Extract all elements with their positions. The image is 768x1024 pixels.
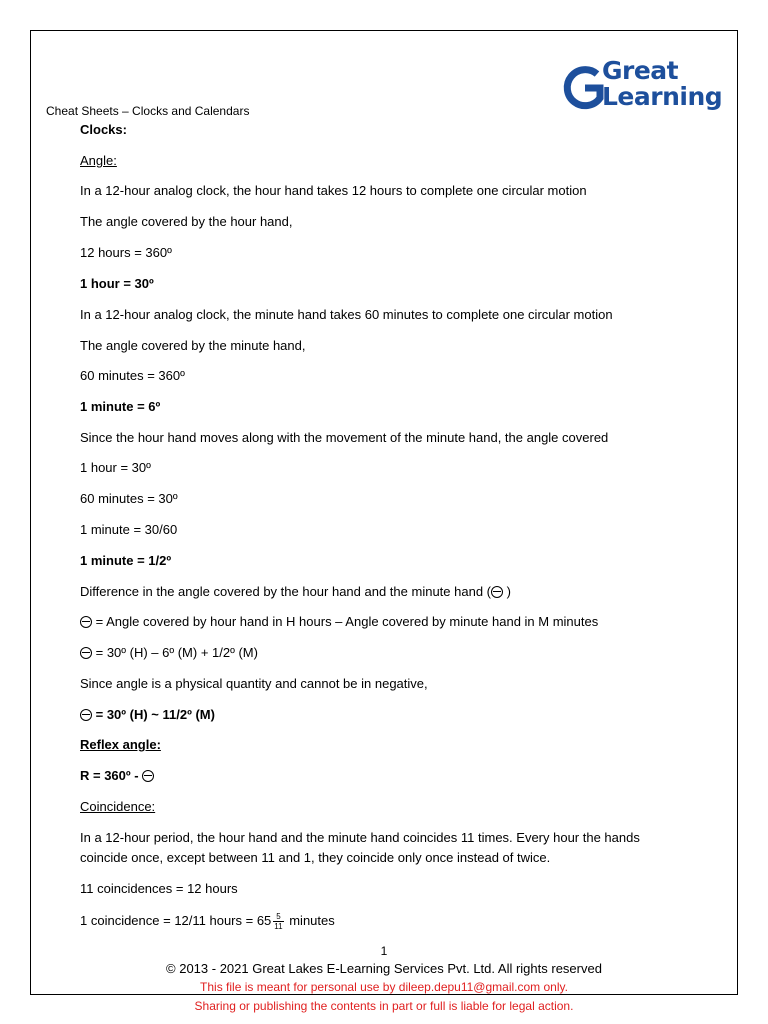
personal-use-notice: This file is meant for personal use by dileep.depu11@gmail.com only. [200, 980, 568, 994]
logo-line-1: Great [602, 56, 679, 85]
page-number: 1 [380, 944, 388, 958]
coincidence-heading: Coincidence: [80, 799, 156, 814]
paragraph-10: 1 hour = 30º [80, 460, 151, 475]
theta-icon [491, 586, 503, 598]
paragraph-9: Since the hour hand moves along with the movement of the minute hand, the angle covered [80, 430, 609, 445]
paragraph-14-close: ) [503, 584, 511, 599]
logo-line-2: Learning [602, 82, 723, 111]
paragraph-3: 12 hours = 360º [80, 245, 172, 260]
paragraph-14-text: Difference in the angle covered by the hour hand and the minute hand ( [80, 584, 491, 599]
theta-icon [80, 616, 92, 628]
paragraph-15 [80, 614, 598, 629]
paragraph-12: 1 minute = 30/60 [80, 522, 178, 537]
paragraph-2: The angle covered by the hour hand, [80, 214, 293, 229]
fraction-numerator: 5 [273, 912, 283, 922]
paragraph-18-text: = 30º (H) ~ 11/2º (M) [92, 707, 215, 722]
angle-heading: Angle: [80, 153, 117, 168]
reflex-angle-heading: Reflex angle: [80, 737, 161, 752]
legal-notice: Sharing or publishing the contents in part or full is liable for legal action. [194, 999, 574, 1013]
fraction-denominator: 11 [274, 922, 283, 931]
paragraph-11: 60 minutes = 30º [80, 491, 178, 506]
paragraph-14 [80, 584, 511, 599]
paragraph-4: 1 hour = 30º [80, 276, 154, 291]
paragraph-16-text: = 30º (H) – 6º (M) + 1/2º (M) [92, 645, 258, 660]
paragraph-23-text: 1 coincidence = 12/11 hours = 65 [80, 912, 272, 928]
great-learning-logo [560, 56, 723, 118]
paragraph-23-unit: minutes [285, 912, 335, 928]
theta-icon [80, 647, 92, 659]
paragraph-18 [80, 707, 215, 722]
section-title: Clocks: [80, 122, 127, 137]
theta-icon [142, 770, 154, 782]
paragraph-19 [80, 768, 154, 783]
paragraph-15-text: = Angle covered by hour hand in H hours – Angle covered by minute hand in M minutes [92, 614, 599, 629]
paragraph-1: In a 12-hour analog clock, the hour hand takes 12 hours to complete one circular motion [80, 183, 587, 198]
copyright-notice: © 2013 - 2021 Great Lakes E-Learning Services Pvt. Ltd. All rights reserved [166, 961, 602, 976]
theta-icon [80, 709, 92, 721]
paragraph-21: coincide once, except between 11 and 1, they coincide only once instead of twice. [80, 850, 551, 865]
document-title: Cheat Sheets – Clocks and Calendars [46, 104, 250, 118]
paragraph-7: 60 minutes = 360º [80, 368, 185, 383]
paragraph-23 [80, 912, 335, 931]
logo-g-icon [560, 62, 606, 114]
logo-text [602, 58, 722, 110]
paragraph-17: Since angle is a physical quantity and cannot be in negative, [80, 676, 428, 691]
fraction [273, 912, 283, 931]
paragraph-13: 1 minute = 1/2º [80, 553, 172, 568]
paragraph-19-text: R = 360º - [80, 768, 143, 783]
paragraph-8: 1 minute = 6º [80, 399, 161, 414]
paragraph-22: 11 coincidences = 12 hours [80, 881, 238, 896]
paragraph-5: In a 12-hour analog clock, the minute hand takes 60 minutes to complete one circular motion [80, 307, 613, 322]
paragraph-16 [80, 645, 258, 660]
paragraph-20: In a 12-hour period, the hour hand and the minute hand coincides 11 times. Every hour the hands [80, 830, 640, 845]
paragraph-6: The angle covered by the minute hand, [80, 338, 306, 353]
